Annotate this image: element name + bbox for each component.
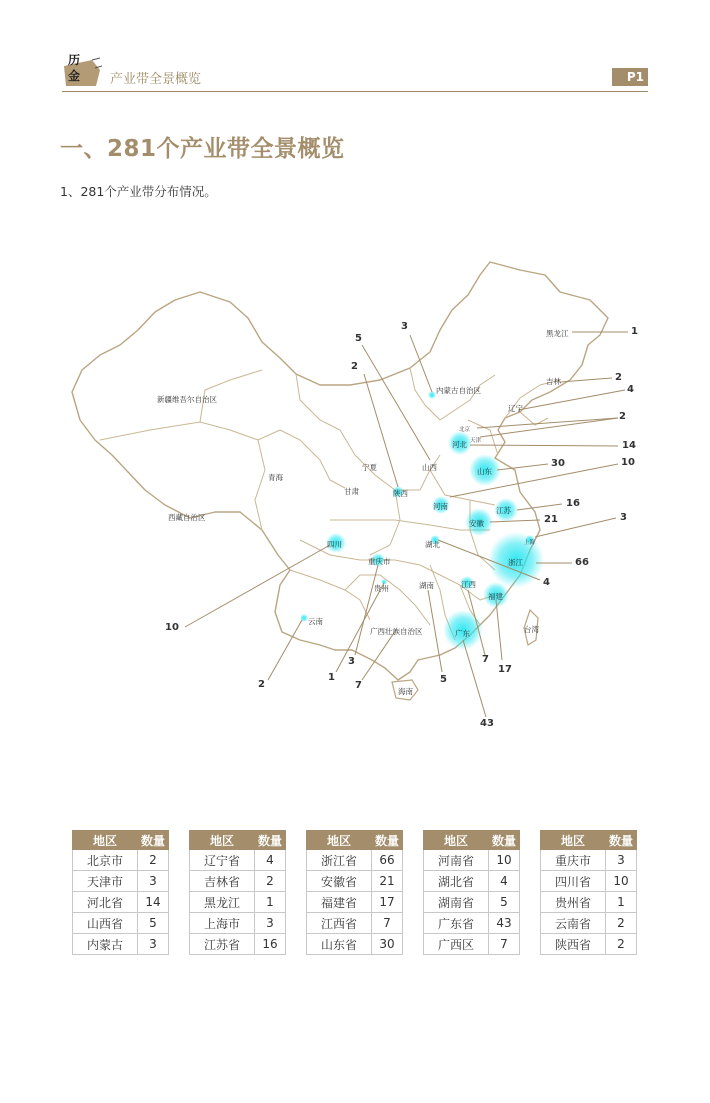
callout-jiangxi: 7 [482, 654, 489, 665]
taiwan-island [524, 610, 538, 645]
table-row [307, 871, 403, 892]
region-label-liaoning: 辽宁 [508, 404, 523, 413]
callout-hunan: 5 [440, 674, 447, 685]
callout-heilongjiang: 1 [631, 326, 638, 337]
count-cell: 16 [255, 934, 286, 955]
region-label-jiangsu: 江苏 [496, 506, 511, 515]
table-row [424, 892, 520, 913]
callout-jiangsu: 16 [566, 498, 580, 509]
region-label-taiwan: 台湾 [524, 625, 539, 634]
count-cell: 17 [372, 892, 403, 913]
region-label-hubei: 湖北 [425, 540, 440, 549]
region-cell: 山西省 [73, 913, 138, 934]
bubble-shandong [469, 454, 501, 486]
region-label-shandong: 山东 [477, 467, 492, 476]
callout-shaanxi: 2 [351, 361, 358, 372]
bubble-zhejiang [488, 532, 544, 588]
count-cell: 43 [489, 913, 520, 934]
stats-table-5 [540, 830, 637, 955]
table-row [307, 892, 403, 913]
callout-anhui: 21 [544, 514, 558, 525]
table-header: 数量 [489, 831, 520, 850]
region-label-xinjiang: 新疆维吾尔自治区 [157, 395, 217, 404]
region-label-shaanxi: 陕西 [393, 489, 408, 498]
count-cell: 2 [138, 850, 169, 871]
region-cell: 湖南省 [424, 892, 489, 913]
table-row [307, 850, 403, 871]
logo-char-2: 金 [68, 69, 81, 83]
table-row [424, 913, 520, 934]
region-label-chongqing: 重庆市 [368, 557, 391, 566]
table-row [424, 934, 520, 955]
region-cell: 江苏省 [190, 934, 255, 955]
table-header: 地区 [307, 831, 372, 850]
table-row [73, 871, 169, 892]
region-cell: 广西区 [424, 934, 489, 955]
table-row [541, 913, 637, 934]
callout-chongqing: 3 [348, 656, 355, 667]
count-cell: 30 [372, 934, 403, 955]
stats-table-3 [306, 830, 403, 955]
table-row [307, 913, 403, 934]
count-cell: 2 [606, 934, 637, 955]
count-cell: 3 [255, 913, 286, 934]
region-cell: 河南省 [424, 850, 489, 871]
region-cell: 黑龙江 [190, 892, 255, 913]
region-cell: 北京市 [73, 850, 138, 871]
region-label-guangdong: 广东 [455, 629, 470, 638]
bubble-guangdong [443, 610, 483, 650]
region-cell: 广东省 [424, 913, 489, 934]
table-header: 地区 [424, 831, 489, 850]
region-label-jiangxi: 江西 [461, 580, 476, 589]
bubble-neimeng [428, 391, 436, 399]
callout-shanghai: 3 [620, 512, 627, 523]
table-row [73, 913, 169, 934]
section-title: 一、281个产业带全景概览 [60, 136, 345, 162]
region-label-gansu: 甘肃 [344, 487, 359, 496]
count-cell: 1 [606, 892, 637, 913]
brand-logo [62, 53, 102, 88]
callout-zhejiang: 66 [575, 557, 589, 568]
region-label-anhui: 安徽 [469, 519, 484, 528]
callout-fujian: 17 [498, 664, 512, 675]
bubble-guizhou [381, 579, 387, 585]
count-cell: 3 [606, 850, 637, 871]
region-label-fujian: 福建 [488, 592, 503, 601]
bubble-jiangsu [494, 498, 518, 522]
table-header: 数量 [372, 831, 403, 850]
region-label-sichuan: 四川 [327, 540, 342, 549]
table-row [541, 934, 637, 955]
count-cell: 3 [138, 934, 169, 955]
region-cell: 安徽省 [307, 871, 372, 892]
table-header: 地区 [73, 831, 138, 850]
bubble-henan [432, 496, 450, 514]
region-label-neimenggu: 内蒙古自治区 [436, 386, 481, 395]
callout-guangdong: 43 [480, 718, 494, 729]
callout-hebei: 14 [622, 440, 636, 451]
logo-char-1: 历 [68, 53, 81, 67]
region-cell: 云南省 [541, 913, 606, 934]
region-label-beijing: 北京 [459, 427, 471, 433]
region-cell: 辽宁省 [190, 850, 255, 871]
header-divider [62, 91, 648, 92]
bubble-anhui [465, 508, 493, 536]
region-label-henan: 河南 [433, 502, 448, 511]
bubble-sichuan [326, 533, 346, 553]
bubble-shanghai [525, 535, 535, 545]
region-cell: 陕西省 [541, 934, 606, 955]
table-header: 数量 [606, 831, 637, 850]
table-row [190, 892, 286, 913]
callout-shandong: 30 [551, 458, 565, 469]
region-cell: 湖北省 [424, 871, 489, 892]
region-label-zhejiang: 浙江 [508, 558, 523, 567]
table-row [73, 850, 169, 871]
bubble-hebei [448, 431, 472, 455]
header-title: 产业带全景概览 [110, 72, 202, 87]
callout-beijing: 2 [619, 411, 626, 422]
region-cell: 福建省 [307, 892, 372, 913]
region-cell: 河北省 [73, 892, 138, 913]
count-cell: 14 [138, 892, 169, 913]
count-cell: 10 [606, 871, 637, 892]
region-label-tianjin: 天津 [470, 438, 482, 444]
region-label-yunnan: 云南 [308, 617, 323, 626]
stats-tables [72, 830, 642, 960]
table-header: 数量 [255, 831, 286, 850]
callout-jilin: 2 [615, 372, 622, 383]
table-row [73, 892, 169, 913]
callout-neimenggu: 3 [401, 321, 408, 332]
region-cell: 浙江省 [307, 850, 372, 871]
callout-sichuan: 10 [165, 622, 179, 633]
table-row [541, 892, 637, 913]
region-label-heilongjiang: 黑龙江 [546, 329, 569, 338]
callout-hubei: 4 [543, 577, 550, 588]
region-cell: 重庆市 [541, 850, 606, 871]
region-label-qinghai: 青海 [268, 473, 283, 482]
region-cell: 四川省 [541, 871, 606, 892]
region-label-ningxia: 宁夏 [362, 463, 377, 472]
region-label-shanxi: 山西 [422, 463, 437, 472]
count-cell: 2 [255, 871, 286, 892]
table-row [541, 850, 637, 871]
count-cell: 5 [489, 892, 520, 913]
region-cell: 贵州省 [541, 892, 606, 913]
bubble-chongqing [371, 553, 385, 567]
count-cell: 4 [489, 871, 520, 892]
page-number-badge: P1 [612, 68, 648, 86]
region-cell: 上海市 [190, 913, 255, 934]
region-label-jilin: 吉林 [546, 377, 561, 386]
bubble-jiangxi [460, 576, 474, 590]
table-header: 地区 [190, 831, 255, 850]
region-label-hainan: 海南 [398, 687, 413, 696]
count-cell: 21 [372, 871, 403, 892]
count-cell: 3 [138, 871, 169, 892]
region-label-xizang: 西藏自治区 [168, 513, 206, 522]
callout-guangxi: 7 [355, 680, 362, 691]
region-cell: 内蒙古 [73, 934, 138, 955]
hainan-island [392, 680, 418, 700]
region-label-hunan: 湖南 [419, 581, 434, 590]
region-label-guangxi: 广西壮族自治区 [370, 627, 423, 636]
table-row [190, 871, 286, 892]
count-cell: 4 [255, 850, 286, 871]
region-label-shanghai: 上海 [524, 540, 536, 546]
count-cell: 2 [606, 913, 637, 934]
count-cell: 7 [489, 934, 520, 955]
count-cell: 1 [255, 892, 286, 913]
table-row [190, 934, 286, 955]
region-label-guizhou: 贵州 [374, 584, 389, 593]
table-row [424, 871, 520, 892]
table-header: 数量 [138, 831, 169, 850]
callout-liaoning: 4 [627, 384, 634, 395]
callout-yunnan: 2 [258, 679, 265, 690]
count-cell: 5 [138, 913, 169, 934]
region-cell: 山东省 [307, 934, 372, 955]
table-row [424, 850, 520, 871]
count-cell: 66 [372, 850, 403, 871]
stats-table-4 [423, 830, 520, 955]
bubble-shaanxi [392, 486, 404, 498]
count-cell: 7 [372, 913, 403, 934]
stats-table-1 [72, 830, 169, 955]
region-cell: 吉林省 [190, 871, 255, 892]
stats-table-2 [189, 830, 286, 955]
callout-guizhou: 1 [328, 672, 335, 683]
table-header: 地区 [541, 831, 606, 850]
region-label-hebei: 河北 [452, 440, 467, 449]
table-row [190, 850, 286, 871]
callout-shanxi: 5 [355, 333, 362, 344]
table-row [73, 934, 169, 955]
table-row [541, 871, 637, 892]
region-cell: 江西省 [307, 913, 372, 934]
table-row [190, 913, 286, 934]
count-cell: 10 [489, 850, 520, 871]
china-map [0, 250, 710, 740]
table-row [307, 934, 403, 955]
region-cell: 天津市 [73, 871, 138, 892]
callout-henan: 10 [621, 457, 635, 468]
section-subtitle: 1、281个产业带分布情况。 [60, 184, 217, 199]
